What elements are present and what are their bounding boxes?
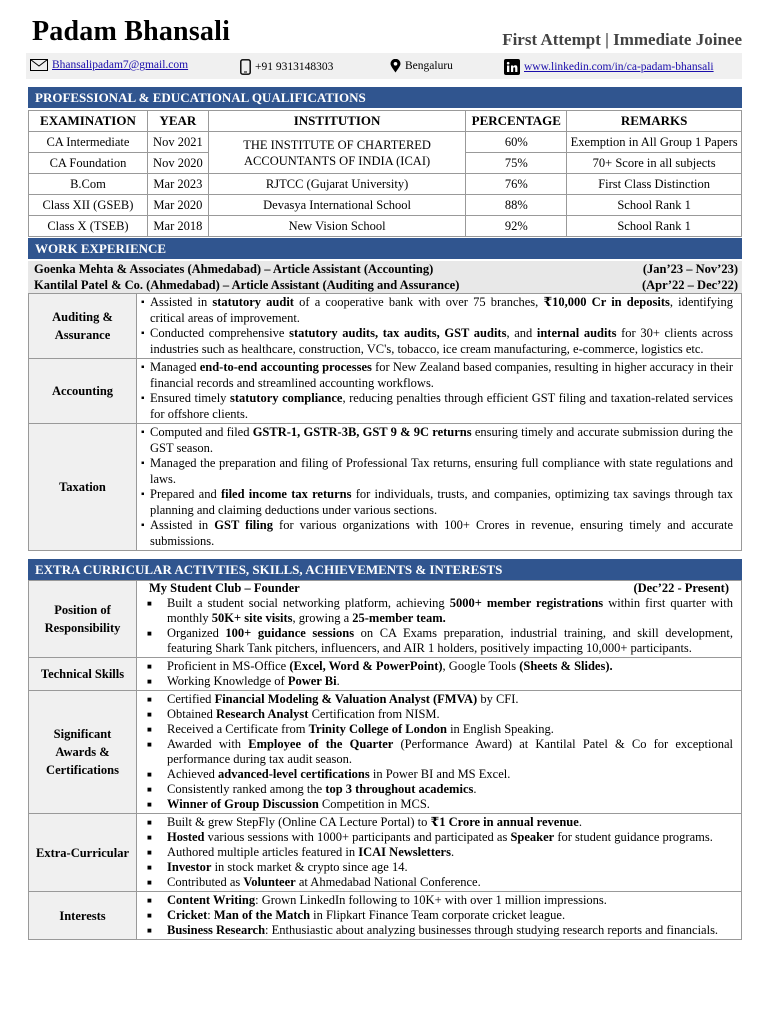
extra-group-row <box>29 691 742 814</box>
bullet-text: . <box>336 674 340 688</box>
bullet-emphasis: ₹1 Crore in annual revenue <box>430 815 579 829</box>
extra-group-row <box>29 581 742 658</box>
bullet-text: : <box>207 908 214 922</box>
bullet-list <box>141 425 733 549</box>
bullet-text: by CFI. <box>477 692 519 706</box>
col-percentage: PERCENTAGE <box>466 111 567 132</box>
percentage-cell: 88% <box>466 195 567 216</box>
bullet-text: Assisted in <box>150 518 215 532</box>
mail-icon <box>30 59 48 71</box>
club-title: My Student Club – Founder <box>149 581 300 595</box>
group-label: Interests <box>29 892 137 940</box>
bullet-item <box>141 295 733 326</box>
bullet-list <box>141 360 733 422</box>
bullet-text: for 30+ clients across industries such as healthcare, construction, VC's, tobacco, ice cream manufacturing, e-commerce, logistics etc. <box>150 326 733 356</box>
year-cell: Nov 2021 <box>147 132 208 153</box>
year-cell: Mar 2020 <box>147 195 208 216</box>
bullet-text: , reducing penalties through efficient GST filing and taxation-related services for offshore clients. <box>150 391 733 421</box>
col-institution: INSTITUTION <box>208 111 465 132</box>
contact-bar <box>26 53 742 79</box>
bullet-item <box>141 767 733 782</box>
bullet-item <box>141 425 733 456</box>
year-cell: Mar 2018 <box>147 216 208 237</box>
institution-cell: Devasya International School <box>208 195 465 216</box>
bullet-text: Prepared and <box>150 487 221 501</box>
bullet-text: Built a student social networking platform, achieving <box>167 596 450 610</box>
bullet-text: for student guidance programs. <box>554 830 713 844</box>
bullet-emphasis: ₹10,000 Cr in deposits <box>543 295 670 309</box>
bullet-emphasis: statutory audits, tax audits, GST audits <box>289 326 507 340</box>
col-remarks: REMARKS <box>567 111 742 132</box>
bullet-emphasis: end-to-end accounting processes <box>199 360 372 374</box>
section-header-extra: EXTRA CURRICULAR ACTIVTIES, SKILLS, ACHIEVEMENTS & INTERESTS <box>28 559 742 580</box>
bullet-emphasis: Employee of the Quarter <box>248 737 394 751</box>
work-experience-table <box>28 293 742 551</box>
bullet-item <box>141 722 733 737</box>
bullet-emphasis: Content Writing <box>167 893 256 907</box>
bullet-text: for New Zealand based companies, resulting in higher accuracy in their financial records and streamlined accounting workflows. <box>150 360 734 390</box>
bullet-text: on CA Exams preparation, industrial training, and skill development, featuring Shark Tank pitchers, influencers, and AIR 1 holders, positively impacting 10,000+ participants. <box>167 626 733 655</box>
bullet-item <box>141 875 733 890</box>
location-text: Bengaluru <box>405 60 453 72</box>
bullet-emphasis: (Excel, Word & PowerPoint) <box>289 659 443 673</box>
bullet-text: Working Knowledge of <box>167 674 288 688</box>
bullet-list <box>141 692 733 812</box>
exam-cell: Class XII (GSEB) <box>29 195 148 216</box>
bullet-text: ensuring timely and accurate submission during the GST season. <box>150 425 733 455</box>
bullet-item <box>141 326 733 357</box>
club-dates: (Dec’22 - Present) <box>633 581 729 595</box>
bullet-text: in Power BI and MS Excel. <box>369 767 511 781</box>
bullet-text: Organized <box>167 626 226 640</box>
institution-cell: New Vision School <box>208 216 465 237</box>
bullet-text: in stock market & crypto since age 14. <box>211 860 408 874</box>
email-link[interactable]: Bhansalipadam7@gmail.com <box>52 59 189 71</box>
col-year: YEAR <box>147 111 208 132</box>
extra-group-row <box>29 814 742 892</box>
bullet-emphasis: internal audits <box>536 326 617 340</box>
bullet-emphasis: GST filing <box>214 518 273 532</box>
bullet-emphasis: Volunteer <box>243 875 296 889</box>
bullet-text: Assisted in <box>150 295 213 309</box>
education-header-row <box>29 111 742 132</box>
bullet-text: Managed <box>150 360 200 374</box>
work-group-row <box>29 359 742 424</box>
group-label: Technical Skills <box>29 658 137 691</box>
bullet-emphasis: statutory audit <box>212 295 294 309</box>
bullet-text: at Ahmedabad National Conference. <box>295 875 481 889</box>
bullet-text: , and <box>506 326 537 340</box>
bullet-text: : Enthusiastic about analyzing businesses through studying research reports and financials. <box>265 923 719 937</box>
bullet-emphasis: Research Analyst <box>215 707 309 721</box>
table-row <box>29 174 742 195</box>
bullet-text: Consistently ranked among the <box>167 782 326 796</box>
bullet-emphasis: Business Research <box>167 923 266 937</box>
bullet-text: Ensured timely <box>150 391 230 405</box>
exam-cell: Class X (TSEB) <box>29 216 148 237</box>
linkedin-icon <box>504 59 520 75</box>
contact-linkedin[interactable] <box>504 59 714 75</box>
firm-dates: (Jan’23 – Nov’23) <box>642 262 738 276</box>
group-label: Significant Awards & Certifications <box>29 691 137 814</box>
exam-cell: CA Foundation <box>29 153 148 174</box>
bullet-list <box>141 596 733 656</box>
work-group-row <box>29 424 742 551</box>
group-label: Extra-Curricular <box>29 814 137 892</box>
bullet-emphasis: Man of the Match <box>213 908 311 922</box>
bullet-text: Conducted comprehensive <box>150 326 290 340</box>
table-row <box>29 195 742 216</box>
bullet-emphasis: Hosted <box>167 830 205 844</box>
year-cell: Nov 2020 <box>147 153 208 174</box>
bullet-emphasis: Investor <box>167 860 212 874</box>
section-header-work: WORK EXPERIENCE <box>28 238 742 259</box>
bullet-text: Proficient in MS-Office <box>167 659 290 673</box>
bullet-emphasis: filed income tax returns <box>220 487 352 501</box>
bullet-item <box>141 830 733 845</box>
bullet-item <box>141 893 733 908</box>
bullet-emphasis: 5000+ member registrations <box>449 596 604 610</box>
percentage-cell: 92% <box>466 216 567 237</box>
bullet-emphasis: top 3 throughout academics <box>325 782 474 796</box>
bullet-emphasis: ICAI Newsletters <box>358 845 451 859</box>
bullet-text: for various organizations with 100+ Crores in revenue, ensuring timely and accurate submissions. <box>150 518 733 548</box>
percentage-cell: 75% <box>466 153 567 174</box>
club-heading <box>141 581 733 596</box>
bullet-item <box>141 815 733 830</box>
phone-number: +91 9313148303 <box>255 61 334 73</box>
bullet-text: (Performance Award) at Kantilal Patel & Co for exceptional performance during tax audit season. <box>167 737 733 766</box>
bullet-emphasis: Speaker <box>510 830 555 844</box>
bullet-emphasis: statutory compliance <box>229 391 343 405</box>
bullet-text: various sessions with 1000+ participants and participated as <box>204 830 511 844</box>
extra-group-row <box>29 892 742 940</box>
bullet-item <box>141 391 733 422</box>
percentage-cell: 60% <box>466 132 567 153</box>
firm-title: Kantilal Patel & Co. (Ahmedabad) – Article Assistant (Auditing and Assurance) <box>34 278 460 292</box>
bullet-item <box>141 659 733 674</box>
bullet-text: Awarded with <box>167 737 249 751</box>
exam-cell: CA Intermediate <box>29 132 148 153</box>
bullet-item <box>141 707 733 722</box>
bullet-text: in English Speaking. <box>446 722 554 736</box>
education-table <box>28 110 742 237</box>
contact-email[interactable] <box>30 59 188 71</box>
bullet-list <box>141 295 733 357</box>
institution-cell: RJTCC (Gujarat University) <box>208 174 465 195</box>
bullet-text: Built & grew StepFly (Online CA Lecture Portal) to <box>167 815 431 829</box>
bullet-item <box>141 596 733 626</box>
bullet-text: , identifying critical areas of improvement. <box>150 295 733 325</box>
linkedin-link[interactable]: www.linkedin.com/in/ca-padam-bhansali <box>524 61 714 73</box>
phone-icon <box>240 59 251 75</box>
extra-group-row <box>29 658 742 691</box>
remarks-cell: Exemption in All Group 1 Papers <box>567 132 742 153</box>
bullet-text: , growing a <box>292 611 353 625</box>
bullet-text: Certification from NISM. <box>308 707 440 721</box>
bullet-emphasis: advanced-level certifications <box>218 767 370 781</box>
bullet-text: Managed the preparation and filing of Professional Tax returns, ensuring full compliance with state regulations and laws. <box>150 456 733 486</box>
bullet-list <box>141 659 733 689</box>
bullet-item <box>141 845 733 860</box>
bullet-emphasis: GSTR-1, GSTR-3B, GST 9 & 9C returns <box>252 425 472 439</box>
bullet-text: Certified <box>167 692 215 706</box>
firm-dates: (Apr’22 – Dec’22) <box>641 278 738 292</box>
contact-location <box>390 59 453 73</box>
bullet-text: Obtained <box>167 707 216 721</box>
remarks-cell: School Rank 1 <box>567 195 742 216</box>
bullet-item <box>141 674 733 689</box>
bullet-text: in Flipkart Finance Team corporate cricket league. <box>310 908 566 922</box>
bullet-emphasis: (Sheets & Slides). <box>519 659 613 673</box>
bullet-text: . <box>473 782 477 796</box>
bullet-emphasis: Financial Modeling & Valuation Analyst (FMVA) <box>214 692 478 706</box>
group-label: Position of Responsibility <box>29 581 137 658</box>
bullet-emphasis: 100+ guidance sessions <box>225 626 355 640</box>
bullet-emphasis: Winner of Group Discussion <box>167 797 319 811</box>
bullet-text: Authored multiple articles featured in <box>167 845 359 859</box>
bullet-text: Computed and filed <box>150 425 253 439</box>
firm-entry-goenka <box>28 261 742 277</box>
contact-phone <box>240 59 333 75</box>
bullet-emphasis: 50K+ site visits <box>211 611 293 625</box>
bullet-text: Competition in MCS. <box>318 797 430 811</box>
location-pin-icon <box>390 59 401 73</box>
firm-entry-kantilal <box>28 277 742 293</box>
bullet-item <box>141 860 733 875</box>
bullet-list <box>141 893 733 938</box>
bullet-item <box>141 360 733 391</box>
bullet-emphasis: 25-member team. <box>352 611 446 625</box>
bullet-text: Achieved <box>167 767 219 781</box>
bullet-text: . <box>578 815 582 829</box>
bullet-item <box>141 797 733 812</box>
remarks-cell: 70+ Score in all subjects <box>567 153 742 174</box>
remarks-cell: School Rank 1 <box>567 216 742 237</box>
bullet-item <box>141 518 733 549</box>
bullet-text: within first quarter with monthly <box>167 596 733 625</box>
col-examination: EXAMINATION <box>29 111 148 132</box>
bullet-text: : Grown LinkedIn following to 10K+ with over 1 million impressions. <box>255 893 607 907</box>
bullet-emphasis: Power Bi <box>287 674 337 688</box>
bullet-text: , Google Tools <box>442 659 520 673</box>
bullet-emphasis: Trinity College of London <box>308 722 447 736</box>
bullet-text: for individuals, trusts, and companies, optimizing tax savings through tax planning and claiming deductions under various sections. <box>150 487 733 517</box>
bullet-emphasis: Cricket <box>167 908 208 922</box>
group-label: Taxation <box>29 424 137 551</box>
bullet-list <box>141 815 733 890</box>
percentage-cell: 76% <box>466 174 567 195</box>
group-label: Auditing & Assurance <box>29 294 137 359</box>
bullet-item <box>141 782 733 797</box>
extra-curricular-table <box>28 580 742 940</box>
bullet-text: Contributed as <box>167 875 244 889</box>
firm-title: Goenka Mehta & Associates (Ahmedabad) – Article Assistant (Accounting) <box>34 262 434 276</box>
exam-cell: B.Com <box>29 174 148 195</box>
table-row <box>29 216 742 237</box>
bullet-text: of a cooperative bank with over 75 branches, <box>293 295 544 309</box>
bullet-text: . <box>450 845 455 859</box>
bullet-item <box>141 456 733 487</box>
group-label: Accounting <box>29 359 137 424</box>
candidate-tagline: First Attempt | Immediate Joinee <box>502 30 742 49</box>
candidate-name: Padam Bhansali <box>32 16 231 47</box>
bullet-text: Received a Certificate from <box>167 722 309 736</box>
work-group-row <box>29 294 742 359</box>
bullet-item <box>141 908 733 923</box>
year-cell: Mar 2023 <box>147 174 208 195</box>
institution-cell: THE INSTITUTE OF CHARTERED ACCOUNTANTS OF INDIA (ICAI) <box>208 132 465 174</box>
bullet-item <box>141 923 733 938</box>
table-row <box>29 132 742 153</box>
remarks-cell: First Class Distinction <box>567 174 742 195</box>
bullet-item <box>141 692 733 707</box>
section-header-education: PROFESSIONAL & EDUCATIONAL QUALIFICATIONS <box>28 87 742 108</box>
bullet-item <box>141 626 733 656</box>
bullet-item <box>141 487 733 518</box>
bullet-item <box>141 737 733 767</box>
